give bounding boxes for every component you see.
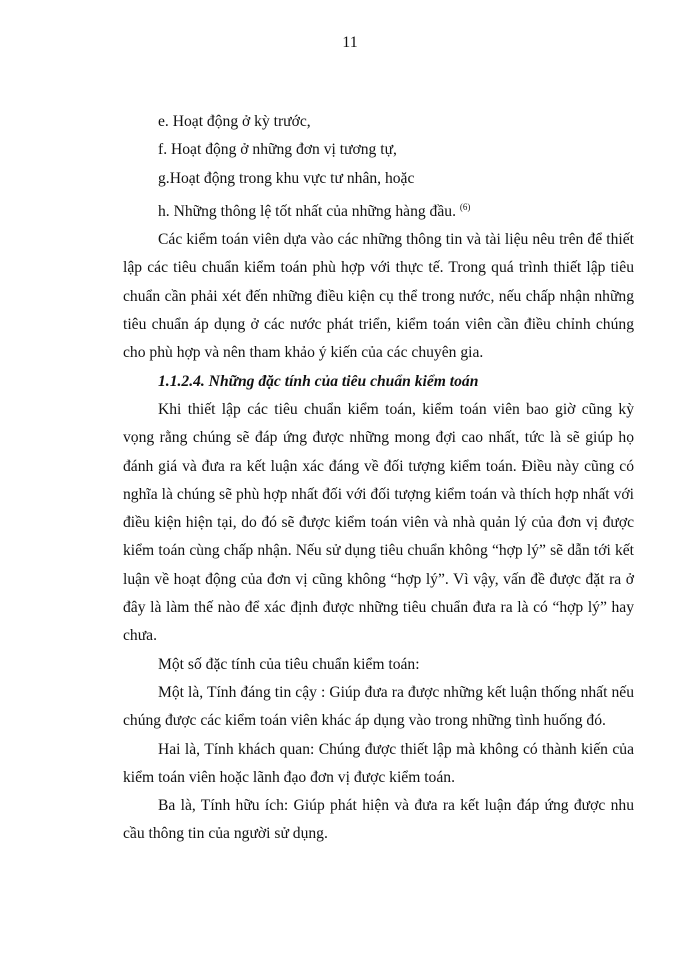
paragraph-sources: Các kiểm toán viên dựa vào các những thông tin và tài liệu nêu trên để thiết lập các tiêu chuẩn kiểm toán phù hợp với thực tế. Trong quá trình thiết lập tiêu chuẩn cần phải xét đến những điều kiện cụ thể trong nước, nếu chấp nhận những tiêu chuẩn áp dụng ở các nước phát triển, kiểm toán viên cần điều chỉnh chúng cho phù hợp và nên tham khảo ý kiến của các chuyên gia. <box>123 231 634 362</box>
paragraph-objectivity: Hai là, Tính khách quan: Chúng được thiết lập mà không có thành kiến của kiểm toán viên hoặc lãnh đạo đơn vị được kiểm toán. <box>123 740 634 786</box>
section-heading: 1.1.2.4. Những đặc tính của tiêu chuẩn kiểm toán <box>158 372 479 390</box>
list-item-g: g.Hoạt động trong khu vực tư nhân, hoặc <box>158 169 415 187</box>
list-item-h <box>158 193 634 226</box>
page-number: 11 <box>342 34 358 51</box>
page-content <box>123 108 634 849</box>
list-item-e: e. Hoạt động ở kỳ trước, <box>158 113 311 130</box>
paragraph-reliability: Một là, Tính đáng tin cậy : Giúp đưa ra được những kết luận thống nhất nếu chúng được các kiểm toán viên khác áp dụng vào trong những tình huống đó. <box>123 683 634 730</box>
paragraph-usefulness: Ba là, Tính hữu ích: Giúp phát hiện và đưa ra kết luận đáp ứng được nhu cầu thông tin của người sử dụng. <box>123 797 634 843</box>
paragraph-list-intro: Một số đặc tính của tiêu chuẩn kiểm toán: <box>158 655 420 673</box>
list-item-h-text: h. Những thông lệ tốt nhất của những hàng đầu. <box>158 202 456 220</box>
list-item-f: f. Hoạt động ở những đơn vị tương tự, <box>158 141 397 159</box>
paragraph-characteristics-intro: Khi thiết lập các tiêu chuẩn kiểm toán, kiểm toán viên bao giờ cũng kỳ vọng rằng chúng sẽ đáp ứng được những mong đợi cao nhất, tức là sẽ giúp họ đánh giá và đưa ra kết luận xác đáng về đối tượng kiểm toán. Điều này cũng có nghĩa là chúng sẽ phù hợp nhất đối với đối tượng kiểm toán và thích hợp nhất với điều kiện hiện tại, do đó sẽ được kiểm toán viên và nhà quản lý của đơn vị được kiểm toán cùng chấp nhận. Nếu sử dụng tiêu chuẩn không “hợp lý” sẽ dẫn tới kết luận về hoạt động của đơn vị cũng không “hợp lý”. Vì vậy, vấn đề được đặt ra ở đây là làm thế nào để xác định được những tiêu chuẩn đưa ra là có “hợp lý” hay chưa. <box>123 400 634 645</box>
footnote-reference: (6) <box>459 201 471 212</box>
